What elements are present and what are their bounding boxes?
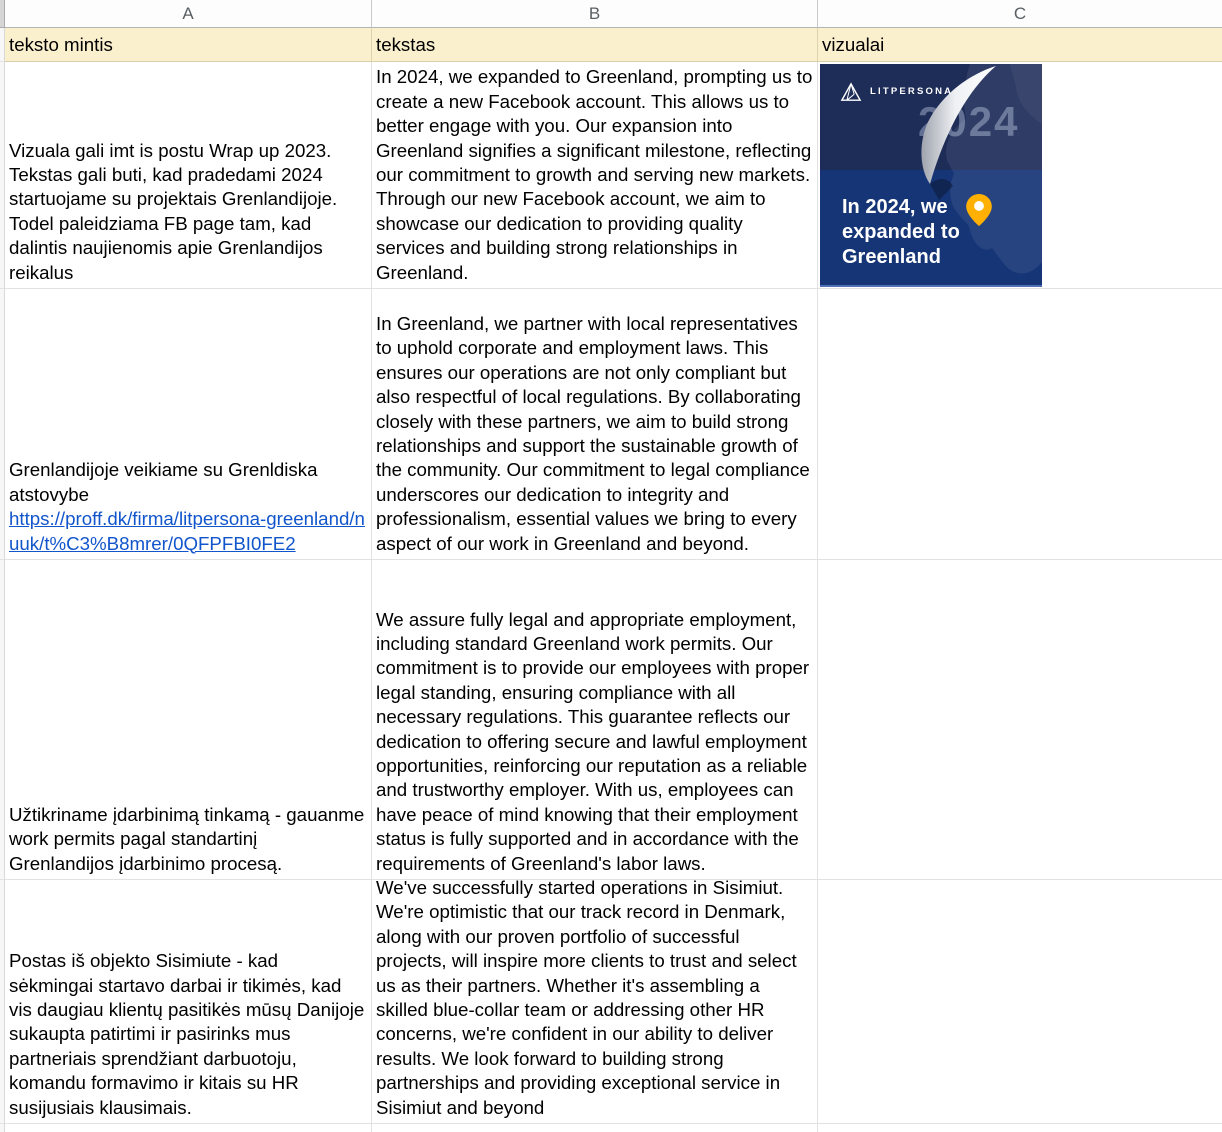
cell-text: In 2024, we expanded to Greenland, prompting us to create a new Facebook account. This allows us to better engage with you. Our expansion into Greenland signifies a significant milestone, reflecting our commitment to growth and serving new markets. Through our new Facebook account, we aim to showcase our dedication to providing quality services and building strong relationships in Greenland. bbox=[376, 66, 813, 283]
column-letter: C bbox=[1013, 3, 1027, 23]
cell-B1-header[interactable] bbox=[372, 28, 818, 62]
cell-C5[interactable] bbox=[818, 880, 1222, 1124]
cell-C1-header[interactable] bbox=[818, 28, 1222, 62]
column-letter: A bbox=[182, 3, 194, 23]
cell-B2[interactable] bbox=[372, 62, 818, 289]
header-label: teksto mintis bbox=[9, 33, 113, 55]
cell-text: Postas iš objekto Sisimiute - kad sėkmingai startavo darbai ir tikimės, kad vis daugiau klientų pasitikės mūsų Danijoje sukaupta patirtimi ir pasirinks mus partneriais sprendžiant darbuotoju, komandu formavimo ir kitais su HR susijusiais klausimais. bbox=[9, 950, 365, 1118]
embedded-image-greenland-post[interactable] bbox=[820, 64, 1042, 287]
brand-name: LITPERSONA bbox=[870, 86, 954, 97]
cell-C3[interactable] bbox=[818, 289, 1222, 560]
cell-A3[interactable] bbox=[5, 289, 372, 560]
cell-text: Grenlandijoje veikiame su Grenldiska atstovybe bbox=[9, 459, 318, 505]
column-letter: B bbox=[588, 3, 601, 23]
cell-A2[interactable] bbox=[5, 62, 372, 289]
location-pin-icon bbox=[966, 194, 992, 226]
post-caption: In 2024, we expanded to Greenland bbox=[842, 196, 960, 268]
litpersona-triangle-icon bbox=[840, 82, 862, 102]
column-header-b[interactable] bbox=[372, 0, 818, 28]
cell-B6[interactable] bbox=[372, 1124, 818, 1132]
cell-text: We've successfully started operations in Sisimiut. We're optimistic that our track record in Denmark, along with our proven portfolio of successful projects, will inspire more clients to trust and select us as their partners. Whether it's assembling a skilled blue-collar team or addressing other HR concerns, we're confident in our ability to deliver results. We look forward to building strong partnerships and providing exceptional service in Sisimiut and beyond bbox=[376, 880, 797, 1118]
cell-B3[interactable] bbox=[372, 289, 818, 560]
cell-A5[interactable] bbox=[5, 880, 372, 1124]
cell-A1-header[interactable] bbox=[5, 28, 372, 62]
cell-text: In Greenland, we partner with local representatives to uphold corporate and employment laws. This ensures our operations are not only compliant but also respectful of local regulations. By collaborating closely with these partners, we aim to build strong relationships and support the sustainable growth of the community. Our commitment to legal compliance underscores our dedication to integrity and professionalism, essential values we bring to every aspect of our work in Greenland and beyond. bbox=[376, 312, 810, 554]
cell-A6[interactable] bbox=[5, 1124, 372, 1132]
post-bottom-stripe bbox=[820, 285, 1042, 287]
column-header-a[interactable] bbox=[5, 0, 372, 28]
litpersona-logo bbox=[840, 80, 953, 104]
header-label: tekstas bbox=[376, 33, 436, 55]
cell-B4[interactable] bbox=[372, 560, 818, 880]
proff-dk-link[interactable]: https://proff.dk/firma/litpersona-greenland/nuuk/t%C3%B8mrer/0QFPFBI0FE2 bbox=[9, 508, 365, 554]
cell-C2[interactable] bbox=[818, 62, 1222, 289]
cell-C4[interactable] bbox=[818, 560, 1222, 880]
cell-A4[interactable] bbox=[5, 560, 372, 880]
cell-text: Užtikriname įdarbinimą tinkamą - gauanme work permits pagal standartinį Grenlandijos įdarbinimo procesą. bbox=[9, 803, 365, 874]
cell-B5[interactable] bbox=[372, 880, 818, 1124]
cell-text: Vizuala gali imt is postu Wrap up 2023. Tekstas gali buti, kad pradedami 2024 startuojame su projektais Grenlandijoje. Todel paleidziama FB page tam, kad dalintis naujienomis apie Grenlandijos reikalus bbox=[9, 139, 338, 283]
cell-C6[interactable] bbox=[818, 1124, 1222, 1132]
year-text: 2024 bbox=[918, 98, 1020, 145]
cell-text: We assure fully legal and appropriate employment, including standard Greenland work permits. Our commitment is to provide our employees with proper legal standing, ensuring compliance with all necessary regulations. This guarantee reflects our dedication to offering secure and lawful employment opportunities, reinforcing our reputation as a reliable and trustworthy employer. With us, employees can have peace of mind knowing that their employment status is fully supported and in accordance with the requirements of Greenland's labor laws. bbox=[376, 608, 810, 874]
column-header-c[interactable] bbox=[818, 0, 1222, 28]
header-label: vizualai bbox=[822, 33, 885, 55]
